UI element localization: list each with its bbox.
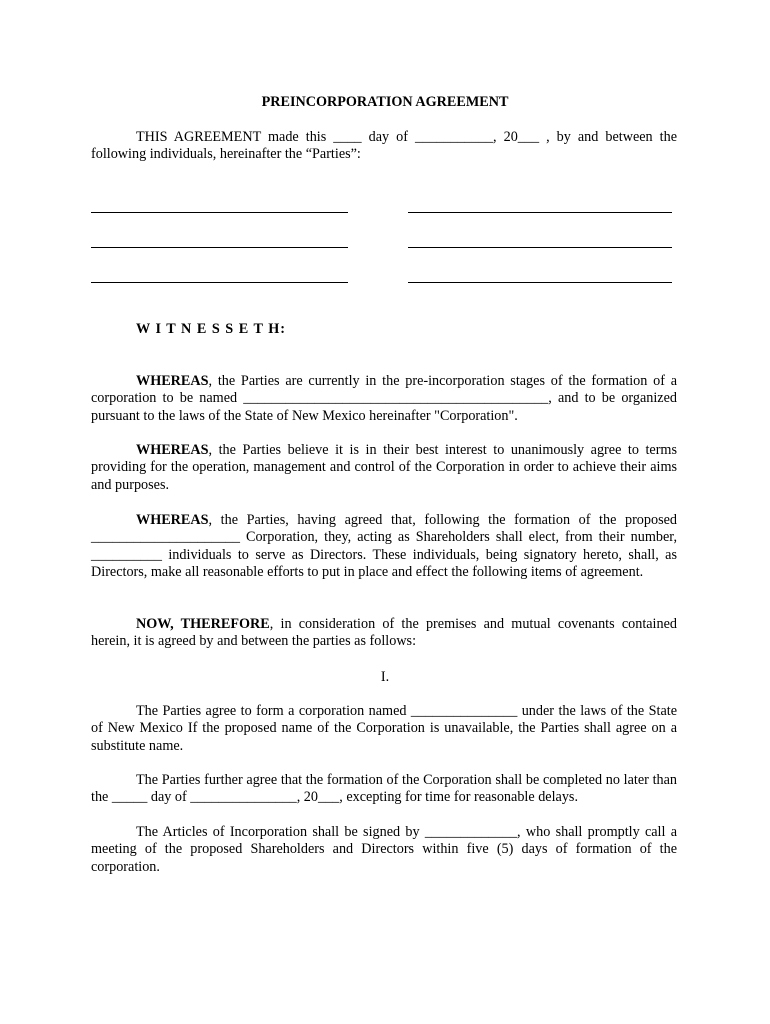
- clause-paragraph-1: [91, 703, 677, 755]
- whereas-text-2: , the Parties believe it is in their best interest to unanimously agree to terms providing for the operation, management and control of the Corporation in order to achieve their aims and purposes.: [91, 442, 677, 493]
- document-title: PREINCORPORATION AGREEMENT: [261, 94, 509, 110]
- section-number: I.: [380, 669, 390, 685]
- clause-paragraph-3: [91, 824, 677, 876]
- party-signature-line-2[interactable]: [408, 212, 672, 213]
- whereas-text-1: , the Parties are currently in the pre-incorporation stages of the formation of a corporation to be named ___________________________________________, and to be organized pursuant to the laws of the State of New Mexico hereinafter "Corporation".: [91, 373, 677, 424]
- intro-text: THIS AGREEMENT made this ____ day of ___________, 20___ , by and between the following individuals, hereinafter the “Parties”:: [91, 129, 677, 163]
- whereas-lead-2: WHEREAS: [136, 442, 209, 458]
- whereas-paragraph-2: [91, 442, 677, 494]
- party-signature-line-4[interactable]: [408, 247, 672, 248]
- now-therefore-text: , in consideration of the premises and mutual covenants contained herein, it is agreed by and between the parties as follows:: [91, 616, 677, 650]
- whereas-paragraph-1: [91, 373, 677, 425]
- party-signature-line-6[interactable]: [408, 282, 672, 283]
- party-signature-line-3[interactable]: [91, 247, 348, 248]
- now-therefore-lead: NOW, THEREFORE: [136, 616, 270, 632]
- whereas-lead-3: WHEREAS: [136, 512, 209, 528]
- whereas-lead-1: WHEREAS: [136, 373, 209, 389]
- intro-paragraph: [91, 129, 677, 164]
- clause-text-1: The Parties agree to form a corporation named _______________ under the laws of the State of New Mexico If the proposed name of the Corporation is unavailable, the Parties shall agree on a substitute name.: [91, 703, 677, 754]
- party-signature-line-5[interactable]: [91, 282, 348, 283]
- clause-paragraph-2: [91, 772, 677, 807]
- whereas-paragraph-3: [91, 512, 677, 582]
- clause-text-2: The Parties further agree that the formation of the Corporation shall be completed no later than the _____ day of _______________, 20___, excepting for time for reasonable delays.: [91, 772, 677, 806]
- clause-text-3: The Articles of Incorporation shall be signed by _____________, who shall promptly call a meeting of the proposed Shareholders and Directors within five (5) days of formation of the corporation.: [91, 824, 677, 875]
- now-therefore-paragraph: [91, 616, 677, 651]
- witnesseth-heading: W I T N E S S E T H:: [136, 321, 286, 337]
- whereas-text-3: , the Parties, having agreed that, following the formation of the proposed _____________________ Corporation, they, acting as Shareholders shall elect, from their number, __________ individuals to serve as Directors. These individuals, being signatory hereto, shall, as Directors, make all reasonable efforts to put in place and effect the following items of agreement.: [91, 512, 677, 581]
- party-signature-line-1[interactable]: [91, 212, 348, 213]
